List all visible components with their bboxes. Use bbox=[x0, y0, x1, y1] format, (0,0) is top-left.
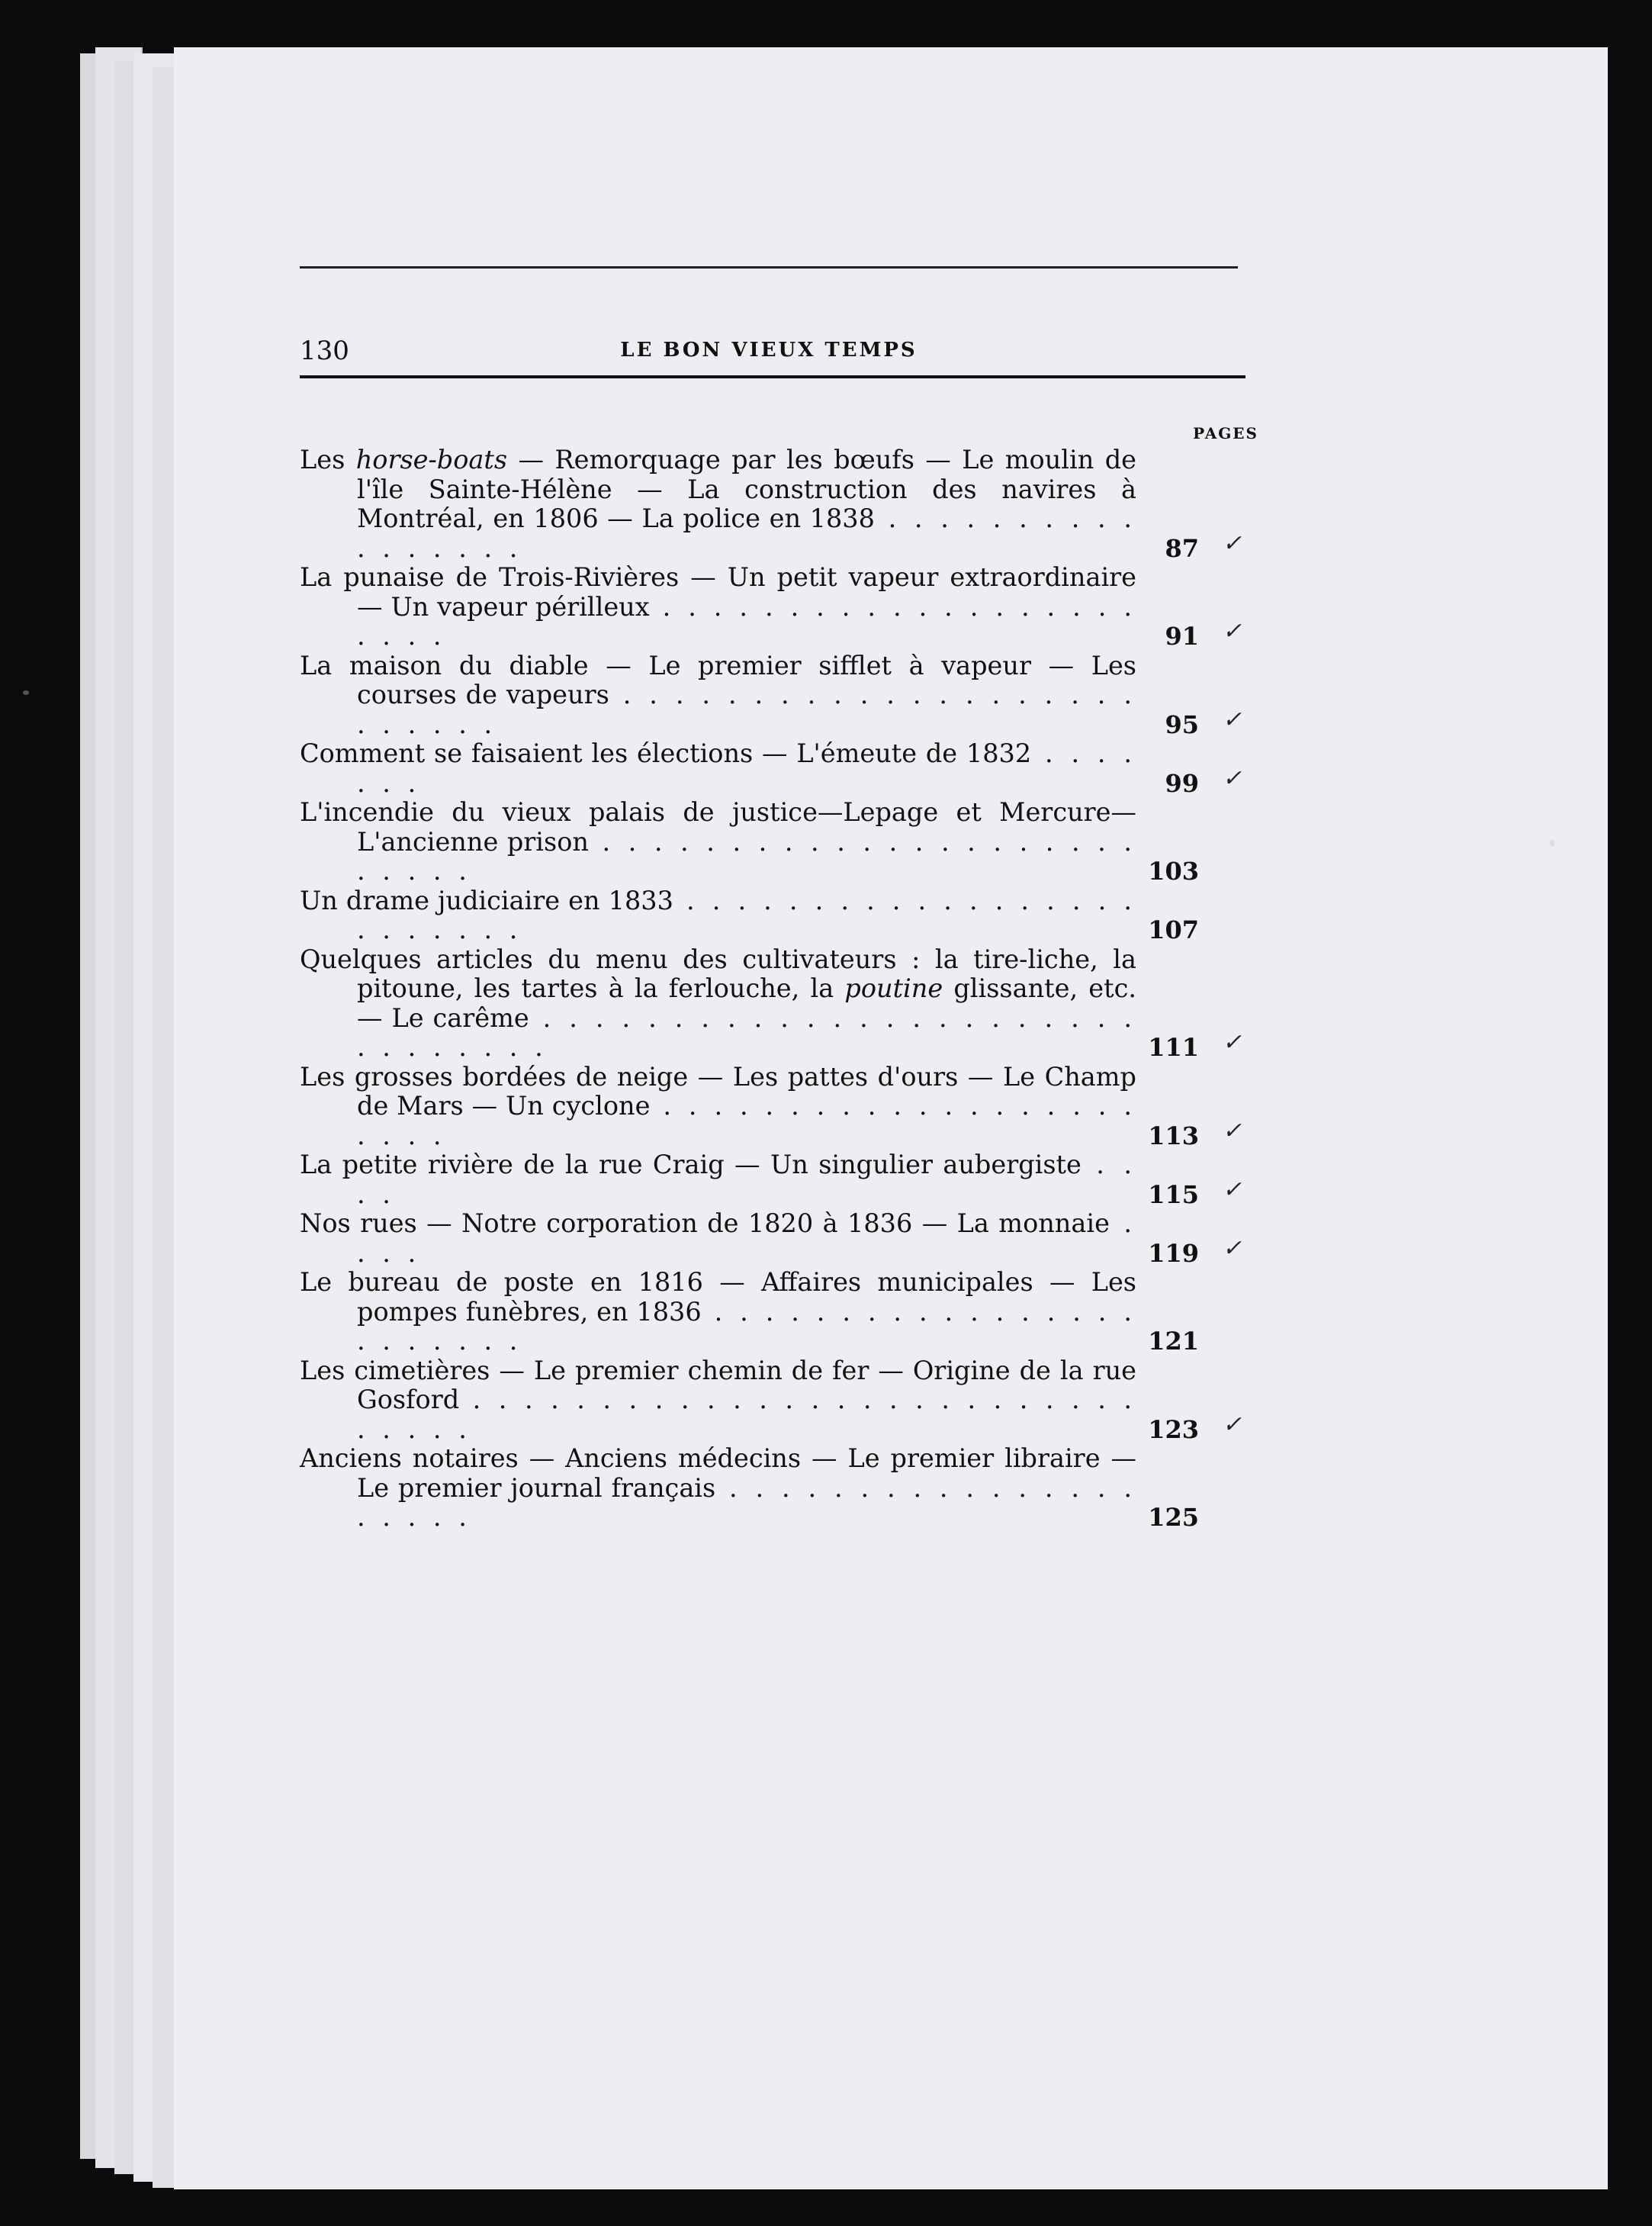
leader-dots: . . . . . . . . . . . . . . . . . . . . . . . bbox=[357, 591, 1136, 651]
toc-entry-title: Quelques articles du menu des cultivateurs : la tire-liche, la pitoune, les tartes à la ferlouche, la poutine glissante, etc. — Le carême bbox=[300, 944, 1136, 1033]
toc-entry bbox=[300, 1267, 1199, 1356]
toc-entry bbox=[300, 1061, 1242, 1151]
checkmark-icon: ✓ bbox=[1222, 1234, 1242, 1262]
leader-dots: . . . . . . . . . . . . . . . . . . . . . . . . . . . . . . . bbox=[357, 1385, 1136, 1444]
toc-entry-title: Les grosses bordées de neige — Les pattes d'ours — Le Champ de Mars — Un cyclone bbox=[300, 1061, 1136, 1121]
leader-dots: . . . . . . . . . . . . . . . . . . . . . . . . . . bbox=[357, 680, 1136, 739]
paper-speck bbox=[23, 690, 29, 695]
leader-dots: . . . . . . . . . . . . . . . . . . . . . . . . . . bbox=[357, 826, 1136, 886]
toc-entry bbox=[300, 1355, 1242, 1445]
table-of-contents bbox=[300, 445, 1242, 1533]
toc-entry bbox=[300, 944, 1242, 1063]
page-number: 130 bbox=[300, 336, 349, 366]
toc-entry-title: La maison du diable — Le premier sifflet à vapeur — Les courses de vapeurs bbox=[300, 650, 1136, 709]
toc-entry bbox=[300, 1443, 1199, 1533]
toc-entry-page: 123 bbox=[1148, 1414, 1199, 1444]
toc-entry-title: Anciens notaires — Anciens médecins — Le premier libraire — Le premier journal français bbox=[300, 1443, 1136, 1503]
toc-entry-page: 107 bbox=[1148, 915, 1199, 944]
toc-entry-page: 119 bbox=[1148, 1238, 1199, 1268]
pages-column-label: PAGES bbox=[1193, 424, 1258, 442]
toc-entry-page: 91 bbox=[1165, 622, 1199, 651]
toc-entry-page: 111 bbox=[1148, 1033, 1199, 1062]
toc-entry bbox=[300, 885, 1199, 945]
toc-entry bbox=[300, 738, 1242, 798]
header-top-rule bbox=[300, 266, 1238, 269]
leader-dots: . . . . . . . . . . . . . . . . . . . . . . . . . . . . . . . bbox=[357, 1002, 1136, 1062]
checkmark-icon: ✓ bbox=[1222, 1176, 1242, 1203]
toc-entry-title: Les cimetières — Le premier chemin de fer — Origine de la rue Gosford bbox=[300, 1355, 1136, 1414]
toc-entry-title: L'incendie du vieux palais de justice—Lepage et Mercure—L'ancienne prison bbox=[300, 797, 1136, 857]
toc-entry-page: 95 bbox=[1165, 709, 1199, 739]
toc-entry-page: 87 bbox=[1165, 533, 1199, 563]
toc-entry-page: 99 bbox=[1165, 768, 1199, 798]
leader-dots: . . . . . . . . . . . . . . . . . bbox=[357, 503, 1136, 563]
toc-entry bbox=[300, 797, 1199, 886]
leader-dots: . . . . . . . bbox=[357, 738, 1136, 798]
toc-entry-page: 125 bbox=[1148, 1503, 1199, 1532]
leader-dots: . . . . . . . . . . . . . . . . . . . . . . . . bbox=[357, 1296, 1136, 1356]
running-title: LE BON VIEUX TEMPS bbox=[620, 339, 918, 362]
running-header bbox=[300, 336, 1238, 371]
leader-dots: . . . . bbox=[357, 1208, 1136, 1268]
toc-entry-title: La punaise de Trois-Rivières — Un petit vapeur extraordinaire — Un vapeur périlleux bbox=[300, 562, 1136, 622]
toc-entry-title: Nos rues — Notre corporation de 1820 à 1836 — La monnaie bbox=[300, 1208, 1110, 1238]
toc-entry-page: 115 bbox=[1148, 1179, 1199, 1209]
checkmark-icon: ✓ bbox=[1222, 529, 1242, 557]
toc-entry-page: 113 bbox=[1148, 1121, 1199, 1150]
toc-entry bbox=[300, 445, 1242, 563]
leader-dots: . . . . . . . . . . . . . . . . . . . . . bbox=[357, 1472, 1136, 1532]
toc-entry bbox=[300, 650, 1242, 740]
checkmark-icon: ✓ bbox=[1222, 618, 1242, 645]
checkmark-icon: ✓ bbox=[1222, 706, 1242, 733]
checkmark-icon: ✓ bbox=[1222, 1117, 1242, 1144]
toc-entry-page: 103 bbox=[1148, 857, 1199, 886]
toc-entry-title: Les horse-boats — Remorquage par les bœufs — Le moulin de l'île Sainte-Hélène — La construction des navires à Montréal, en 1806 — La police en 1838 bbox=[300, 445, 1136, 533]
toc-entry bbox=[300, 562, 1242, 651]
toc-entry-title: Un drame judiciaire en 1833 bbox=[300, 885, 673, 915]
checkmark-icon: ✓ bbox=[1222, 1411, 1242, 1438]
toc-entry-title: Comment se faisaient les élections — L'émeute de 1832 bbox=[300, 738, 1032, 768]
leader-dots: . . . . . . . . . . . . . . . . . . . . . . . . . bbox=[357, 885, 1136, 944]
toc-entry-title: La petite rivière de la rue Craig — Un singulier aubergiste bbox=[300, 1150, 1082, 1179]
toc-entry bbox=[300, 1208, 1242, 1268]
header-bottom-rule bbox=[300, 375, 1245, 378]
leader-dots: . . . . . . . . . . . . . . . . . . . . . . . bbox=[357, 1091, 1136, 1150]
paper-speck bbox=[1550, 839, 1554, 847]
checkmark-icon: ✓ bbox=[1222, 1029, 1242, 1056]
toc-entry-page: 121 bbox=[1148, 1327, 1199, 1356]
checkmark-icon: ✓ bbox=[1222, 764, 1242, 792]
leader-dots: . . . . bbox=[357, 1150, 1136, 1209]
toc-entry-title: Le bureau de poste en 1816 — Affaires municipales — Les pompes funèbres, en 1836 bbox=[300, 1267, 1136, 1327]
toc-entry bbox=[300, 1150, 1242, 1209]
